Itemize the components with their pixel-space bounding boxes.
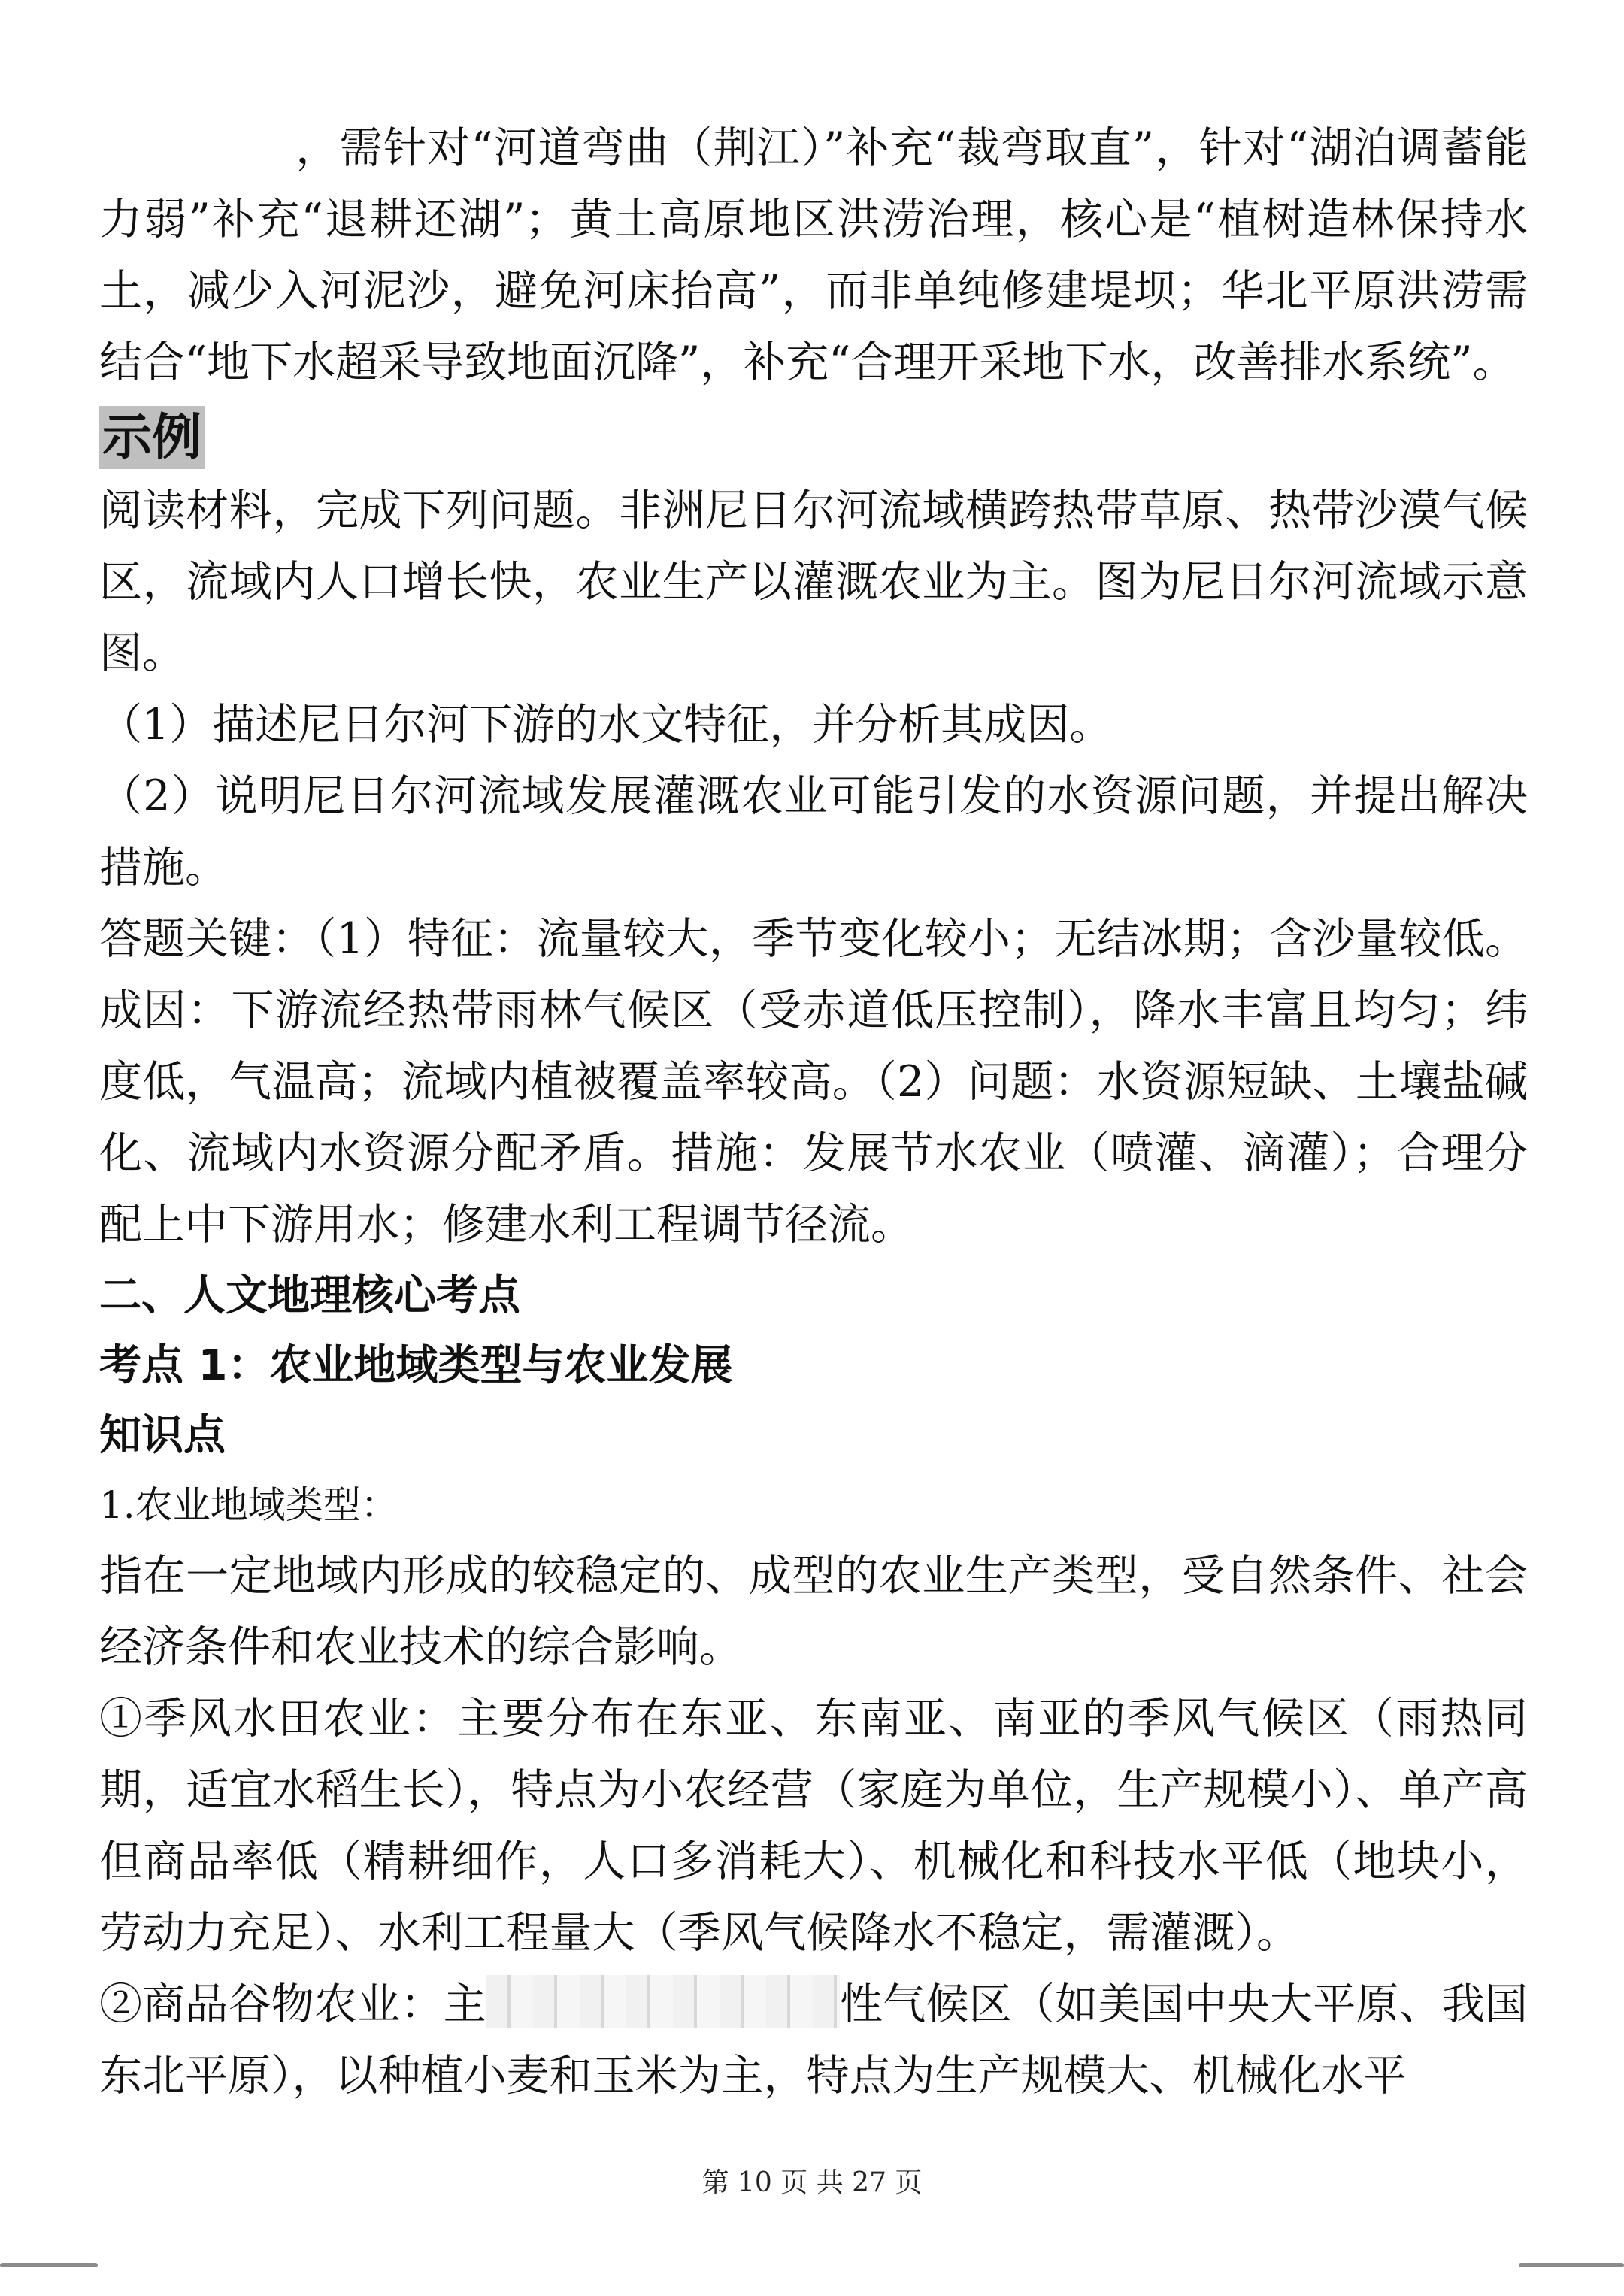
answer-key: 答题关键：（1）特征：流量较大，季节变化较小；无结冰期；含沙量较低。成因：下游流经热带雨林气候区（受赤道低压控制），降水丰富且均匀；纬度低，气温高；流域内植被覆盖率较高。（2）问题：水资源短缺、土壤盐碱化、流域内水资源分配矛盾。措施：发展节水农业（喷灌、滴灌）；合理分配上中下游用水；修建水利工程调节径流。 (99, 914, 1528, 1249)
page-content (99, 113, 1528, 2112)
question-1: （1）描述尼日尔河下游的水文特征，并分析其成因。 (99, 700, 1113, 750)
page-footer: 第 10 页 共 27 页 (701, 2167, 923, 2198)
topic-title: 考点 1：农业地域类型与农业发展 (99, 1341, 733, 1390)
item-monsoon-paddy: ①季风水田农业：主要分布在东亚、东南亚、南亚的季风气候区（雨热同期，适宜水稻生长），特点为小农经营（家庭为单位，生产规模小）、单产高但商品率低（精耕细作，人口多消耗大）、机械化和科技水平低（地块小，劳动力充足）、水利工程量大（季风气候降水不稳定，需灌溉）。 (99, 1694, 1528, 1958)
question-2: （2）说明尼日尔河流域发展灌溉农业可能引发的水资源问题，并提出解决措施。 (99, 771, 1528, 892)
item2-rest: 性气候区（如美国中央大平原、我国东北平原），以种植小麦和玉米为主，特点为生产规模大、机械化水平 (99, 1979, 1529, 2101)
subheading-agricultural-types: 1.农业地域类型： (99, 1483, 398, 1527)
definition-paragraph: 指在一定地域内形成的较稳定的、成型的农业生产类型，受自然条件、社会经济条件和农业技术的综合影响。 (99, 1551, 1528, 1672)
scan-edge-mark-left (0, 2263, 98, 2267)
example-intro: 阅读材料，完成下列问题。非洲尼日尔河流域横跨热带草原、热带沙漠气候区，流域内人口增长快，农业生产以灌溉农业为主。图为尼日尔河流域示意图。 (99, 486, 1528, 678)
continuation-text: ，需针对“河道弯曲（荆江）”补充“裁弯取直”，针对“湖泊调蓄能力弱”补充“退耕还湖”；黄土高原地区洪涝治理，核心是“植树造林保持水土，减少入河泥沙，避免河床抬高”，而非单纯修建堤坝；华北平原洪涝需结合“地下水超采导致地面沉降”，补充“合理开采地下水，改善排水系统”。 (99, 123, 1528, 387)
item2-start: ②商品谷物农业：主 (99, 1979, 486, 2029)
blurred-redaction (486, 1975, 840, 2028)
continuation-paragraph (99, 113, 1528, 398)
example-heading: 示例 (99, 406, 205, 469)
scan-edge-mark-right (1519, 2263, 1624, 2267)
item-commercial-grain (99, 1969, 1528, 2112)
knowledge-title: 知识点 (99, 1411, 226, 1460)
section-title: 二、人文地理核心考点 (99, 1271, 520, 1320)
